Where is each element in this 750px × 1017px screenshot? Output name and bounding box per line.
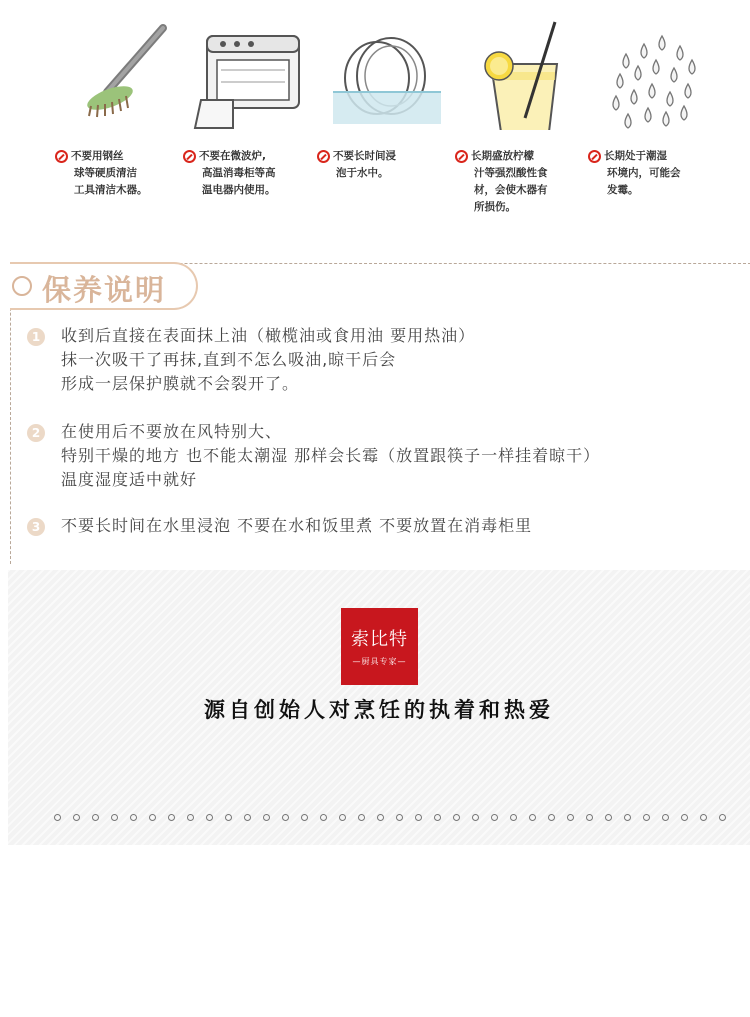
care-instructions: 保养说明 1 收到后直接在表面抹上油（橄榄油或食用油 要用热油） 抹一次吸干了再抹,直到不怎么吸油,晾干后会 形成一层保护膜就不会裂开了。 2 在使用后不要放在风特别大、 特别干燥的地方 也不能太潮湿 那样会长霉（放置跟筷子一样挂着晾干） 温度湿度适中就好 3 不要长时间在水里浸泡 不要在水和饭里煮 不要放置在消毒柜里 xyxy=(10,263,750,564)
divider-dot xyxy=(358,814,365,821)
prohibited-icon xyxy=(183,150,196,163)
divider-dot xyxy=(700,814,707,821)
prohibited-icon xyxy=(317,150,330,163)
divider-dot xyxy=(339,814,346,821)
warning-item-lemon xyxy=(455,20,595,213)
divider-dot xyxy=(605,814,612,821)
warning-text: 长期盛放柠檬 汁等强烈酸性食 材，会使木器有 所损伤。 xyxy=(455,148,595,216)
warning-item-oven xyxy=(183,20,323,196)
divider-dot xyxy=(282,814,289,821)
warning-item-soaking xyxy=(317,20,457,179)
divider-dot xyxy=(377,814,384,821)
warning-text: 长期处于潮湿 环境内，可能会 发霉。 xyxy=(588,148,728,199)
warning-item-brush xyxy=(55,20,195,196)
divider-dot xyxy=(643,814,650,821)
divider-dot xyxy=(586,814,593,821)
divider-dot xyxy=(453,814,460,821)
divider-dot xyxy=(548,814,555,821)
oven-icon xyxy=(193,20,313,130)
lemon-juice-icon xyxy=(465,20,585,130)
divider-dot xyxy=(301,814,308,821)
brush-icon xyxy=(65,20,185,130)
divider-dot xyxy=(206,814,213,821)
warning-text: 不要在微波炉, 高温消毒柜等高 温电器内使用。 xyxy=(183,148,323,199)
divider-dot xyxy=(396,814,403,821)
divider-dot xyxy=(662,814,669,821)
prohibited-icon xyxy=(455,150,468,163)
step-number: 1 xyxy=(27,328,45,346)
divider-dot xyxy=(510,814,517,821)
divider-dot xyxy=(719,814,726,821)
dot-divider xyxy=(54,814,734,824)
water-drops-icon xyxy=(598,20,718,130)
divider-dot xyxy=(92,814,99,821)
divider-dot xyxy=(111,814,118,821)
divider-dot xyxy=(681,814,688,821)
warning-text: 不要长时间浸 泡于水中。 xyxy=(317,148,457,182)
prohibited-icon xyxy=(55,150,68,163)
divider-dot xyxy=(263,814,270,821)
divider-dot xyxy=(415,814,422,821)
step-number: 3 xyxy=(27,518,45,536)
divider-dot xyxy=(434,814,441,821)
warning-text: 不要用钢丝 球等硬质清洁 工具清洁木器。 xyxy=(55,148,195,199)
divider-dot xyxy=(529,814,536,821)
divider-dot xyxy=(149,814,156,821)
divider-dot xyxy=(320,814,327,821)
step-number: 2 xyxy=(27,424,45,442)
divider-dot xyxy=(472,814,479,821)
divider-dot xyxy=(73,814,80,821)
soaking-plates-icon xyxy=(327,20,447,130)
care-title-tab xyxy=(10,262,198,310)
divider-dot xyxy=(54,814,61,821)
divider-dot xyxy=(168,814,175,821)
prohibited-icon xyxy=(588,150,601,163)
divider-dot xyxy=(187,814,194,821)
divider-dot xyxy=(491,814,498,821)
warnings-row xyxy=(0,0,750,245)
brand-slogan: 源自创始人对烹饪的执着和热爱 xyxy=(204,698,554,722)
warning-item-humidity xyxy=(588,20,728,196)
brand-logo: 索比特 —厨具专家— xyxy=(341,608,418,685)
divider-dot xyxy=(624,814,631,821)
brand-banner xyxy=(8,570,750,845)
divider-dot xyxy=(244,814,251,821)
care-title: 保养说明 xyxy=(42,273,167,307)
divider-dot xyxy=(225,814,232,821)
divider-dot xyxy=(130,814,137,821)
divider-dot xyxy=(567,814,574,821)
circle-icon xyxy=(12,276,32,296)
